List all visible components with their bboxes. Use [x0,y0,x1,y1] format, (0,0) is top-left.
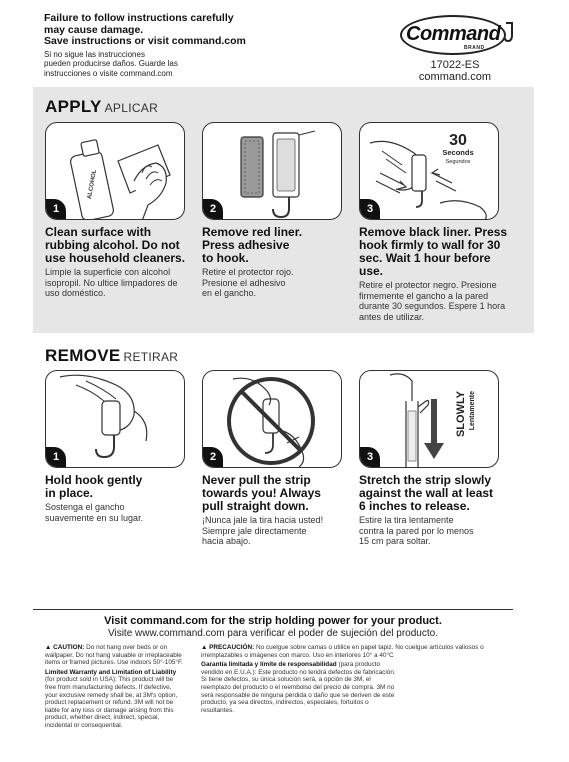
remove-step-3-text-es: Estire la tira lentamente contra la pared por lo menos 15 cm para soltar. [359,515,474,546]
warning-en: Failure to follow instructions carefully may cause damage. Save instructions or visit command.com [44,12,246,47]
step-number-badge: 1 [46,447,66,467]
bottle-label: ALCOHOL [86,169,99,200]
apply-step-3 [359,122,509,322]
apply-step-2-text-es: Retire el protector rojo. Presione el adhesivo en el gancho. [202,267,294,298]
hold-hook-icon [46,371,185,468]
footer-divider [33,609,513,610]
remove-title: REMOVE RETIRAR [45,346,179,365]
remove-step-1-text-es: Sostenga el gancho suavemente en su lugar. [45,502,144,523]
warning-triangle-icon: ▲ [45,644,54,651]
no-pull-icon [203,371,342,468]
logo-text: Command [406,23,501,45]
remove-step-2-text-es: ¡Nunca jale la tira hacia usted! Siempre jale directamente hacia abajo. [202,515,324,546]
warning-es: Si no sigue las instrucciones pueden producirse daños. Guarde las instrucciones o visite command.com [44,49,178,78]
step-number-badge: 1 [46,199,66,219]
sku-number: 17022-ES [430,59,480,71]
remove-step-3-title: Stretch the strip slowly against the wall at least 6 inches to release. [359,473,494,513]
press-hook-icon [360,123,499,220]
timer-badge-number: 30 [449,132,467,149]
caution-es: ▲ PRECAUCIÓN: No cuelgue sobre camas o utilice en papel tapiz. No cuelgue artículos valiosos o irremplazables o imágenes con marco. Uso en interiores 10° a 40°C [201,644,484,659]
remove-step-1-illustration [45,370,185,468]
apply-step-3-title: Remove black liner. Press hook firmly to wall for 30 sec. Wait 1 hour before use. [359,225,508,278]
remove-step-2 [202,370,352,547]
stretch-strip-icon [360,371,499,468]
header [0,0,569,85]
apply-step-2 [202,122,352,299]
timer-badge-es: Segundos [445,159,471,165]
step-number-badge: 3 [360,447,380,467]
apply-step-2-title: Remove red liner. Press adhesive to hook. [202,225,303,265]
remove-step-2-title: Never pull the strip towards you! Always pull straight down. [202,473,321,513]
warning-block [44,13,314,78]
step-number-badge: 2 [203,447,223,467]
visit-text-es: Visite www.command.com para verificar el poder de sujeción del producto. [108,628,438,639]
apply-step-1-title: Clean surface with rubbing alcohol. Do not use household cleaners. [45,225,186,265]
remove-step-2-illustration [202,370,342,468]
step-number-badge: 3 [360,199,380,219]
alcohol-bottle-icon [46,123,185,220]
warranty-es: Garantía limitada y límite de responsabilidad (para producto vendido en E.U.A.): Este producto no tendrá defectos de fabricación. Si tiene defectos, su única solución será, a opción de 3M, el reemplazo del producto o el reembolso del precio de compra. 3M no será responsable de ninguna pérdida o daño que se deriven de este producto, ya sea directos, indirectos, especiales, fortuitos o resultantes. [201,661,396,714]
apply-step-3-text-es: Retire el protector negro. Presione firmemente el gancho a la pared durante 30 segundos. Espere 1 hora antes de utilizar. [359,280,506,322]
caution-en: ▲ CAUTION: Do not hang over beds or on wallpaper. Do not hang valuable or irreplaceable items or framed pictures. Use indoors 50°-105°F. [45,644,183,667]
apply-title: APPLY APLICAR [45,97,159,116]
warranty-en: Limited Warranty and Limitation of Liability (for product sold in USA): This product will be free from manufacturing defects. If defective, your exclusive remedy shall be, at 3M's option, product replacement or refund. 3M will not be liable for any loss or damage arising from this product, whether direct, indirect, special, incidental or consequential. [45,668,178,729]
slowly-label-es: Lentamente [469,391,476,431]
fine-print-en [45,644,183,732]
remove-step-1-title: Hold hook gently in place. [45,473,143,500]
apply-section [33,87,534,333]
logo-brand: BRAND [464,45,485,51]
adhesive-strip-icon [203,123,342,220]
site-url: command.com [418,71,492,83]
fine-print-es [201,644,511,716]
timer-badge-en: Seconds [442,148,474,157]
apply-step-1-text-es: Limpie la superficie con alcohol isopropil. No ultice limpadores de uso doméstico. [45,267,178,298]
remove-step-3 [359,370,509,547]
remove-section [33,340,534,580]
step-number-badge: 2 [203,199,223,219]
warning-triangle-icon: ▲ [201,644,210,651]
command-logo [400,15,520,57]
remove-step-1 [45,370,195,523]
slowly-label-en: SLOWLY [455,391,467,438]
visit-text-en: Visit command.com for the strip holding power for your product. [104,615,442,627]
apply-step-1-illustration [45,122,185,220]
apply-step-1 [45,122,195,299]
apply-step-3-illustration [359,122,499,220]
remove-step-3-illustration [359,370,499,468]
logo-hook-icon [503,21,515,45]
apply-step-2-illustration [202,122,342,220]
